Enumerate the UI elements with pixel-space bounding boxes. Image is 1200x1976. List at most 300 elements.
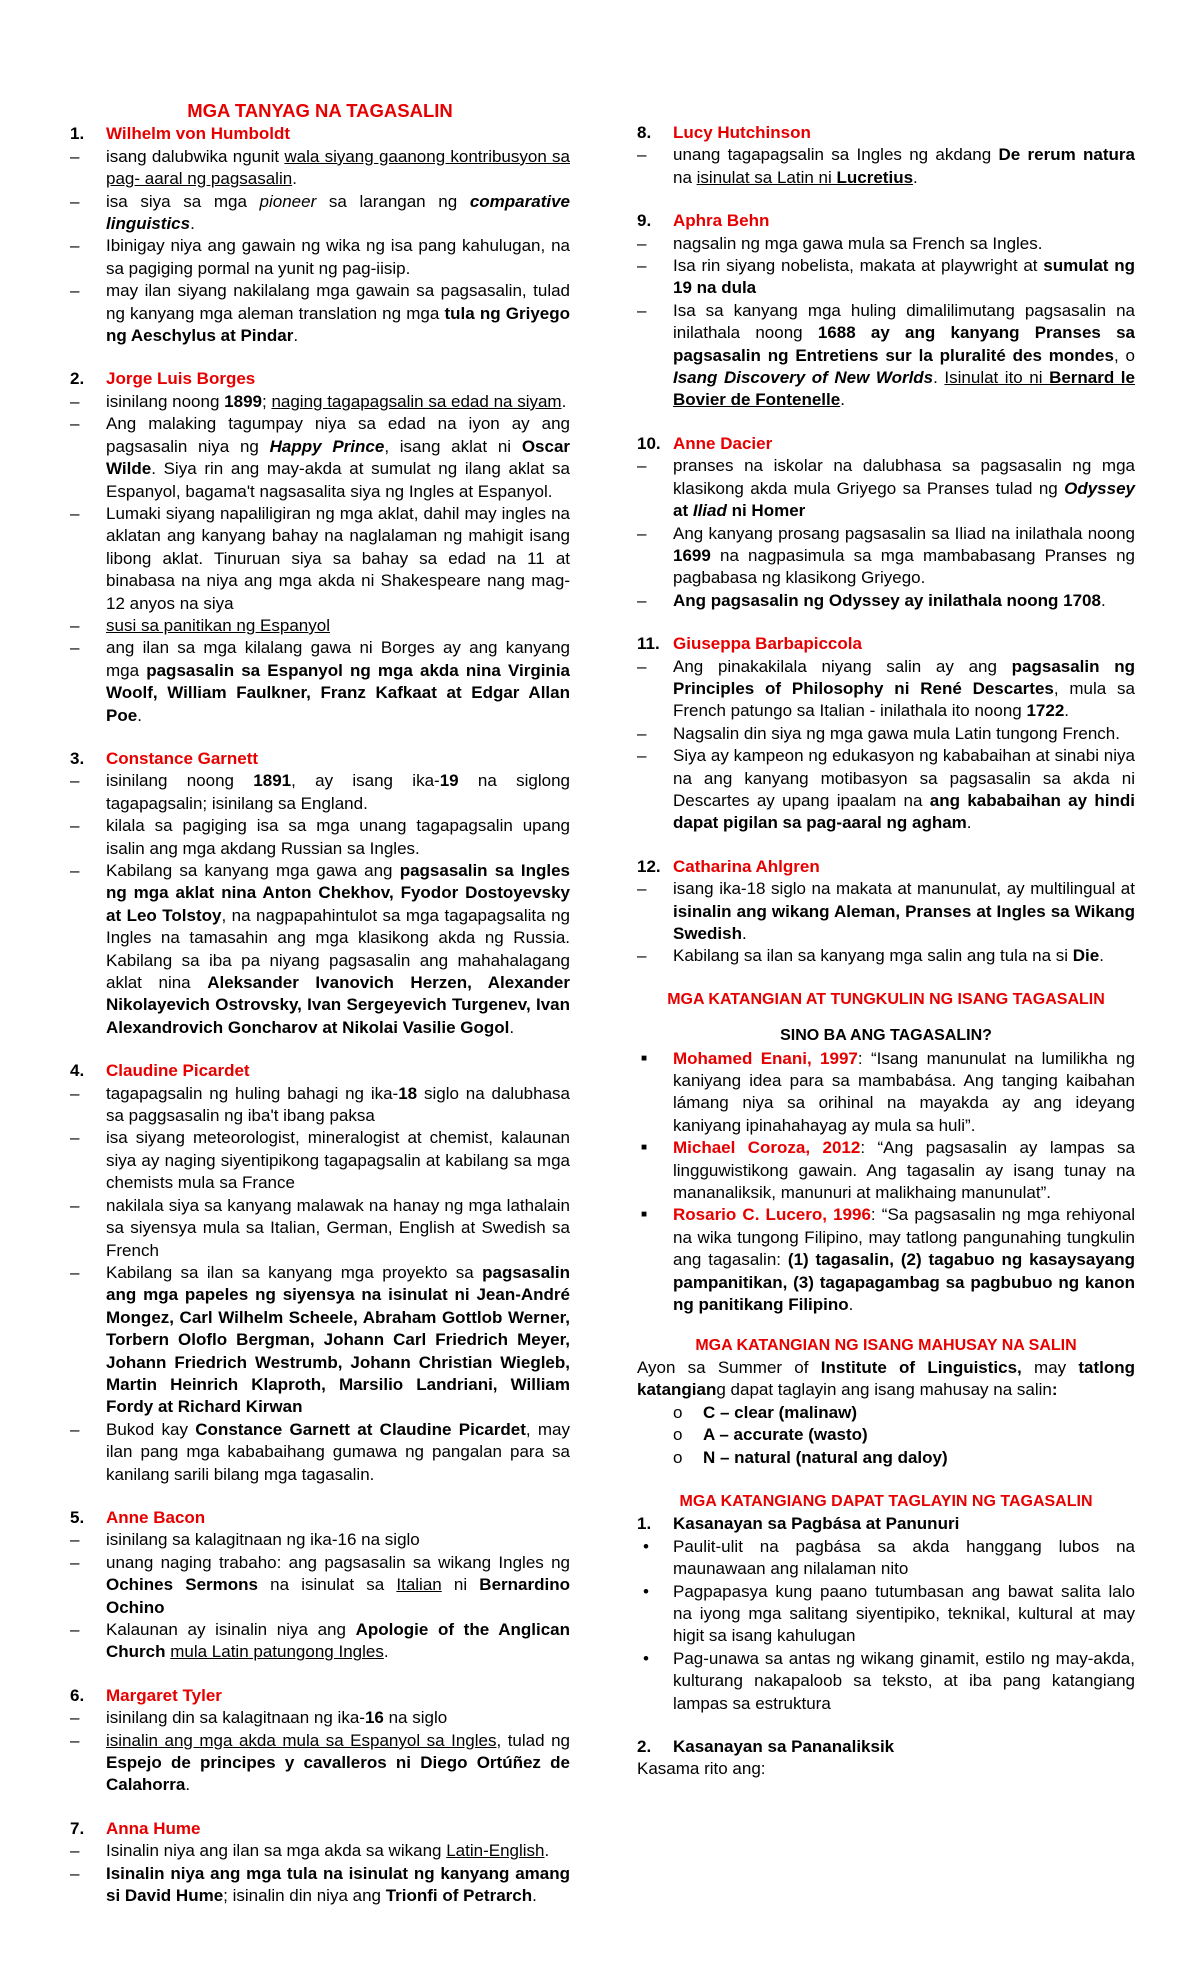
- text-run: ;: [261, 391, 272, 411]
- bullet-item: [637, 255, 1135, 300]
- text-run: isang ika-18 siglo na makata at manunulat, ay multilingual at: [673, 879, 1135, 899]
- entry-heading: [70, 1818, 570, 1840]
- translator-entry: [637, 210, 1135, 412]
- text-run: , na nagpapahintulot sa mga tagapagsalita ng Ingles na tamasahin ang mga klasikong akda ng Russia. Kabilang sa iba pa niyang pagsasalin ang mahahalagang aklat nina: [106, 905, 570, 993]
- bullet-text: [106, 815, 570, 860]
- entry-number: 5.: [70, 1507, 85, 1527]
- can-item: [637, 1402, 1135, 1424]
- translator-name: Anne Dacier: [673, 433, 773, 453]
- bullet-text: [673, 233, 1135, 255]
- dapat-number: 2.: [637, 1737, 652, 1756]
- dash-bullet-icon: –: [70, 816, 80, 836]
- translator-name: Anne Bacon: [106, 1507, 206, 1527]
- text-run: Lucretius: [836, 167, 914, 187]
- bullet-text: [106, 770, 570, 815]
- translator-name: Aphra Behn: [673, 211, 770, 231]
- bullet-item: [70, 1083, 570, 1128]
- bullet-item: [70, 1730, 570, 1797]
- dash-bullet-icon: –: [637, 656, 647, 676]
- text-run: pagsasalin ng Principles of Philosophy ni René Descartes: [673, 656, 1135, 698]
- translator-entry: [70, 1818, 570, 1908]
- dapat-number: 1.: [637, 1514, 652, 1534]
- text-run: (1) tagasalin, (2) tagabuo ng kasaysayang pampanitikan, (3) tagapagambag sa pagbubuo ng kanon ng panitikang Filipino: [673, 1250, 1135, 1315]
- text-run: Isinalin niya ang mga tula na isinulat ng kanyang amang si David Hume: [106, 1863, 570, 1906]
- bullet-text: [106, 615, 570, 637]
- entry-heading: [70, 1060, 570, 1082]
- text-run: pioneer: [259, 191, 317, 211]
- text-run: 19: [439, 771, 459, 791]
- translator-entry: [637, 633, 1135, 835]
- bullet-text: [673, 945, 1135, 967]
- bullet-item: [70, 503, 570, 615]
- dash-bullet-icon: –: [70, 414, 80, 434]
- translator-entry: [70, 123, 570, 347]
- dash-bullet-icon: –: [637, 256, 647, 276]
- text-run: nagsalin ng mga gawa mula sa French sa Ingles.: [673, 233, 1043, 253]
- text-run: Iliad: [692, 501, 727, 521]
- translator-name: Margaret Tyler: [106, 1685, 222, 1705]
- dash-bullet-icon: –: [70, 1530, 80, 1550]
- bullet-item: [70, 280, 570, 347]
- bullet-item: [637, 300, 1135, 412]
- dot-bullet-icon: •: [643, 1536, 649, 1556]
- translator-entry: [70, 1507, 570, 1664]
- text-run: .: [185, 1775, 191, 1795]
- text-run: Latin-English: [446, 1841, 545, 1861]
- text-run: isa siya sa mga: [106, 191, 260, 211]
- entry-number: 2.: [70, 369, 85, 389]
- entry-number: 8.: [637, 123, 652, 142]
- dash-bullet-icon: –: [70, 391, 80, 411]
- mahusay-section-title: MGA KATANGIAN NG ISANG MAHUSAY NA SALIN: [695, 1336, 1077, 1354]
- text-run: susi sa panitikan ng Espanyol: [106, 615, 330, 635]
- bullet-text: [106, 1419, 570, 1486]
- text-run: Bukod kay: [106, 1419, 196, 1439]
- text-run: Ang malaking tagumpay niya sa edad na iyon ay ang pagsasalin niya ng: [106, 414, 570, 456]
- bullet-item: [70, 1619, 570, 1664]
- bullet-text: [673, 523, 1135, 590]
- left-column: [70, 100, 570, 1928]
- dash-bullet-icon: –: [70, 771, 80, 791]
- dash-bullet-icon: –: [637, 879, 647, 899]
- translator-name: Lucy Hutchinson: [673, 123, 811, 142]
- text-run: sa larangan ng: [316, 191, 470, 211]
- translator-entry: [70, 1060, 570, 1486]
- text-run: isang dalubwika ngunit: [106, 146, 285, 166]
- dash-bullet-icon: –: [70, 1195, 80, 1215]
- entry-number: 12.: [637, 856, 661, 876]
- text-run: Isinulat ito ni: [944, 368, 1050, 388]
- bullet-item: [70, 1840, 570, 1862]
- text-run: Institute of Linguistics,: [820, 1357, 1022, 1377]
- bullet-item: [70, 1863, 570, 1908]
- text-run: .: [293, 326, 299, 346]
- dash-bullet-icon: –: [637, 456, 647, 476]
- translator-entry: [637, 122, 1135, 189]
- text-run: may ilan siyang nakilalang mga gawain sa pagsasalin, tulad ng kanyang mga aleman translation ng mga: [106, 281, 570, 323]
- text-run: Apologie of the Anglican Church: [106, 1620, 570, 1662]
- bullet-text: [106, 503, 570, 615]
- bullet-text: [673, 300, 1135, 412]
- text-run: Isa rin siyang nobelista, makata at playwright at: [673, 256, 1044, 276]
- quote-text: [673, 1048, 1135, 1138]
- text-run: na siglo: [383, 1708, 448, 1728]
- text-run: Constance Garnett at Claudine Picardet: [195, 1419, 526, 1439]
- text-run: .: [1099, 946, 1104, 966]
- text-run: ni: [441, 1575, 480, 1595]
- text-run: mula Latin patungong Ingles: [170, 1642, 384, 1662]
- bullet-item: [637, 523, 1135, 590]
- text-run: Ang kanyang prosang pagsasalin sa Iliad na inilathala noong: [673, 523, 1135, 543]
- bullet-item: [70, 1707, 570, 1729]
- translator-entry: [637, 856, 1135, 968]
- sino-subtitle: SINO BA ANG TAGASALIN?: [780, 1027, 992, 1045]
- text-run: : “Ang pagsasalin ay lampas sa lingguwistikong gawain. Ang tagasalin ay isang tunay na mananaliksik, manunuri at malikhaing manunulat”.: [673, 1138, 1135, 1203]
- bullet-item: [70, 235, 570, 280]
- bullet-item: [637, 723, 1135, 745]
- entry-number: 9.: [637, 211, 652, 231]
- square-bullet-icon: ■: [641, 1052, 648, 1064]
- text-run: .: [137, 705, 142, 725]
- text-run: Ibinigay niya ang gawain ng wika ng isa pang kahulugan, na sa pagiging pormal na yunit ng pag-iisip.: [106, 236, 570, 278]
- text-run: 1699: [673, 545, 711, 565]
- text-run: comparative linguistics: [106, 191, 570, 234]
- square-bullet-icon: ■: [641, 1209, 648, 1221]
- text-run: isa siyang meteorologist, mineralogist at chemist, kalaunan siya ay naging siyentipikong tagapagsalin at kabilang sa mga chemists mula sa France: [106, 1128, 570, 1193]
- text-run: .: [840, 390, 845, 410]
- quote-list: [637, 1048, 1135, 1317]
- page-title: MGA TANYAG NA TAGASALIN: [187, 100, 453, 121]
- bullet-item: [70, 1419, 570, 1486]
- entry-heading: [637, 210, 1135, 232]
- dash-bullet-icon: –: [637, 233, 647, 253]
- text-run: .: [966, 813, 972, 833]
- translator-name: Catharina Ahlgren: [673, 856, 820, 876]
- bullet-text: [673, 590, 1135, 612]
- entry-heading: [70, 123, 570, 145]
- bullet-text: [106, 1127, 570, 1194]
- can-list: [637, 1402, 1135, 1469]
- text-run: Nagsalin din siya ng mga gawa mula Latin tungong French.: [673, 723, 1120, 743]
- text-run: . Siya rin ang may-akda at sumulat ng ilang aklat sa Espanyol, bagama't nagsasalita siya ng Ingles at Espanyol.: [106, 459, 570, 501]
- text-run: Lumaki siyang napaliligiran ng mga aklat, dahil may ingles na aklatan ang kanyang bahay na naglalaman ng mahigit isang libong aklat. Tinuruan siya sa bahay sa edad na 11 at binabasa na niya ang mga akda ni Shakespeare nang mag-12 anyos na siya: [106, 503, 570, 613]
- text-run: unang naging trabaho: ang pagsasalin sa wikang Ingles ng: [106, 1552, 570, 1572]
- dash-bullet-icon: –: [70, 1730, 80, 1750]
- text-run: De rerum natura: [998, 145, 1135, 165]
- text-run: .: [190, 214, 195, 234]
- entry-heading: [637, 433, 1135, 455]
- text-run: Ayon sa Summer of: [637, 1357, 821, 1377]
- text-run: at: [673, 501, 693, 521]
- entry-number: 4.: [70, 1061, 85, 1081]
- translator-name: Wilhelm von Humboldt: [106, 124, 291, 144]
- text-run: , may ilan pang mga kababaihang gumawa ng pangalan para sa kanilang sarili bilang mga tagasalin.: [106, 1419, 571, 1484]
- text-run: Kabilang sa ilan sa kanyang mga proyekto sa: [106, 1262, 483, 1282]
- text-run: Ang pinakakilala niyang salin ay ang: [673, 656, 1012, 676]
- dash-bullet-icon: –: [70, 1708, 80, 1728]
- text-run: 1722: [1026, 701, 1065, 721]
- square-bullet-icon: ■: [641, 1142, 648, 1154]
- text-run: na isinulat sa: [257, 1575, 397, 1595]
- dash-bullet-icon: –: [637, 145, 647, 165]
- dapat-item-text: Pagpapasya kung paano tutumbasan ang bawat salita lalo na iyong mga salitang siyentipiko, teknikal, kultural at may higit sa isang kahulugan: [673, 1581, 1135, 1646]
- translator-entry: [70, 368, 570, 727]
- dapat-heading-text: Kasanayan sa Pananaliksik: [673, 1737, 895, 1756]
- text-run: Isa sa kanyang mga huling dimalilimutang pagsasalin na inilathala noong: [673, 300, 1135, 343]
- text-run: ni Homer: [726, 501, 806, 521]
- dash-bullet-icon: –: [70, 236, 80, 256]
- text-run: isinulat sa Latin ni: [696, 167, 837, 187]
- dash-bullet-icon: –: [70, 1128, 80, 1148]
- circle-bullet-icon: o: [673, 1402, 683, 1422]
- bullet-item: [70, 615, 570, 637]
- dash-bullet-icon: –: [70, 1083, 80, 1103]
- text-run: Trionfi of Petrarch: [385, 1886, 533, 1906]
- text-run: Aleksander Ivanovich Herzen, Alexander Nikolayevich Ostrovsky, Ivan Sergeyevich Turgenev, Ivan Alexandrovich Goncharov at Nikolai Vasilie Gogol: [106, 973, 570, 1037]
- text-run: Happy Prince: [269, 436, 385, 456]
- can-label: C – clear (malinaw): [703, 1402, 858, 1422]
- mahusay-intro: [637, 1357, 1135, 1402]
- bullet-item: [70, 191, 570, 236]
- text-run: unang tagapagsalin sa Ingles ng akdang: [673, 145, 999, 165]
- text-run: Die: [1072, 946, 1100, 966]
- bullet-text: [106, 860, 570, 1039]
- dapat-lead: Kasama rito ang:: [637, 1759, 766, 1779]
- bullet-item: [70, 815, 570, 860]
- dapat-item-text: Pag-unawa sa antas ng wikang ginamit, estilo ng may-akda, kulturang nakapaloob sa teksto, at iba pang katangiang lampas sa estruktura: [673, 1648, 1135, 1713]
- text-run: ang ilan sa mga kilalang gawa ni Borges ay ang kanyang mga: [106, 638, 570, 680]
- dapat-heading: [637, 1736, 1135, 1758]
- text-run: Ochines Sermons: [106, 1575, 258, 1595]
- text-run: nakilala siya sa kanyang malawak na hanay ng mga lathalain sa siyensya mula sa Italian, German, English at Swedish sa French: [106, 1195, 570, 1260]
- dash-bullet-icon: –: [70, 1262, 80, 1282]
- bullet-text: [673, 455, 1135, 522]
- text-run: Mohamed Enani, 1997: [673, 1048, 858, 1068]
- text-run: isinilang sa kalagitnaan ng ika-16 na siglo: [106, 1530, 420, 1550]
- text-run: na siglong tagapagsalin; isinilang sa England.: [106, 771, 570, 813]
- text-run: : “Sa pagsasalin ng mga rehiyonal na wika tungong Filipino, may tatlong pangunahing tungkulin ang tagasalin:: [673, 1205, 1136, 1270]
- entry-heading: [637, 856, 1135, 878]
- text-run: 1891: [253, 771, 292, 791]
- text-run: kilala sa pagiging isa sa mga unang tagapagsalin upang isalin ang mga akdang Russian sa Ingles.: [106, 816, 570, 858]
- bullet-text: [673, 144, 1135, 189]
- text-run: Kabilang sa ilan sa kanyang mga salin ang tula na si: [673, 946, 1073, 966]
- bullet-item: [70, 1127, 570, 1194]
- text-run: Oscar Wilde: [106, 436, 571, 479]
- dash-bullet-icon: –: [70, 146, 80, 166]
- bullet-item: [70, 637, 570, 727]
- text-run: tatlong katangian: [637, 1357, 1136, 1400]
- text-run: pagsasalin sa Espanyol ng mga akda nina Virginia Woolf, William Faulkner, Franz Kafkaat at Edgar Allan Poe: [106, 660, 570, 725]
- dapat-section-title: MGA KATANGIANG DAPAT TAGLAYIN NG TAGASALIN: [679, 1492, 1093, 1510]
- bullet-item: [637, 455, 1135, 522]
- text-run: .: [1100, 590, 1106, 610]
- text-run: , o: [1113, 345, 1135, 365]
- text-run: naging tagapagsalin sa edad na siyam: [271, 391, 562, 411]
- text-run: Odyssey: [1064, 478, 1135, 498]
- right-column: [637, 122, 1135, 1781]
- dash-bullet-icon: –: [637, 746, 647, 766]
- text-run: Siya ay kampeon ng edukasyon ng kababaihan at sinabi niya na ang kanyang motibasyon sa pagsasalin sa akda ni Descartes ay upang ipaalam na: [673, 746, 1135, 810]
- quote-item: [637, 1048, 1135, 1138]
- bullet-text: [106, 1619, 570, 1664]
- dash-bullet-icon: –: [70, 861, 80, 880]
- bullet-item: [637, 590, 1135, 612]
- text-run: Michael Coroza, 2012: [673, 1138, 861, 1158]
- quote-item: [637, 1204, 1135, 1316]
- text-run: may: [1021, 1357, 1079, 1377]
- bullet-item: [70, 1262, 570, 1419]
- text-run: ang kababaihan ay hindi dapat pigilan sa pag-aaral ng agham: [673, 790, 1135, 833]
- text-run: 1688 ay ang kanyang Pranses sa pagsasalin ng Entretiens sur la pluralité des mondes: [673, 323, 1135, 365]
- dash-bullet-icon: –: [637, 590, 647, 610]
- text-run: tula ng Griyego ng Aeschylus at Pindar: [106, 303, 570, 346]
- entry-heading: [70, 1685, 570, 1707]
- dapat-item: [637, 1581, 1135, 1648]
- dash-bullet-icon: –: [637, 723, 647, 743]
- text-run: .: [292, 169, 297, 189]
- text-run: pranses na iskolar na dalubhasa sa pagsasalin ng mga klasikong akda mula Griyego sa Pranses tulad ng: [673, 456, 1135, 498]
- circle-bullet-icon: o: [673, 1447, 683, 1467]
- bullet-item: [70, 1195, 570, 1262]
- entry-number: 1.: [70, 124, 85, 144]
- entry-number: 3.: [70, 748, 85, 768]
- dot-bullet-icon: •: [643, 1581, 649, 1601]
- text-run: : “Isang manunulat na lumilikha ng kaniyang idea para sa mambabása. Ang tanging kaibahan lámang niya sa orihinal na mayakda ay ang ideyang kaniyang ipinahahayag ay mula sa huli”.: [673, 1048, 1135, 1135]
- bullet-text: [106, 1840, 570, 1862]
- bullet-text: [106, 280, 570, 347]
- bullet-text: [106, 1707, 570, 1729]
- entry-number: 7.: [70, 1818, 85, 1838]
- entry-number: 11.: [637, 634, 660, 654]
- entry-heading: [637, 633, 1135, 655]
- can-item: [637, 1424, 1135, 1446]
- bullet-item: [70, 391, 570, 413]
- bullet-text: [106, 1730, 570, 1797]
- bullet-item: [70, 1552, 570, 1619]
- quote-item: [637, 1137, 1135, 1204]
- bullet-item: [70, 860, 570, 1039]
- text-run: Bernardino Ochino: [106, 1575, 570, 1617]
- entry-number: 10.: [637, 433, 661, 453]
- entry-heading: [70, 368, 570, 390]
- text-run: , tulad ng: [496, 1730, 570, 1750]
- text-run: .: [741, 924, 747, 943]
- dot-bullet-icon: •: [643, 1648, 649, 1668]
- text-run: tagapagsalin ng huling bahagi ng ika-: [106, 1083, 399, 1103]
- text-run: Kalaunan ay isinalin niya ang: [106, 1620, 356, 1639]
- dapat-item: [637, 1648, 1135, 1715]
- entry-heading: [70, 1507, 570, 1529]
- bullet-text: [106, 1863, 570, 1908]
- translator-name: Constance Garnett: [106, 748, 259, 768]
- bullet-item: [637, 233, 1135, 255]
- bullet-text: [106, 413, 570, 503]
- bullet-text: [106, 1083, 570, 1128]
- bullet-item: [70, 146, 570, 191]
- text-run: Kabilang sa kanyang mga gawa ang: [106, 861, 400, 880]
- text-run: Bernard le Bovier de Fontenelle: [673, 368, 1135, 410]
- can-item: [637, 1447, 1135, 1469]
- text-run: .: [561, 391, 567, 411]
- text-run: g dapat taglayin ang isang mahusay na salin: [716, 1380, 1052, 1400]
- bullet-text: [673, 255, 1135, 300]
- bullet-item: [70, 1529, 570, 1551]
- text-run: .: [933, 368, 945, 388]
- dapat-heading: [637, 1513, 1135, 1535]
- bullet-text: [106, 235, 570, 280]
- text-run: siglo na dalubhasa sa paggsasalin ng iba't ibang paksa: [106, 1083, 570, 1126]
- translator-name: Claudine Picardet: [106, 1061, 250, 1081]
- bullet-item: [70, 770, 570, 815]
- dash-bullet-icon: –: [70, 281, 80, 301]
- right-entries-list: [637, 122, 1135, 968]
- text-run: 18: [398, 1083, 418, 1103]
- bullet-item: [637, 144, 1135, 189]
- bullet-text: [673, 878, 1135, 945]
- can-label: A – accurate (wasto): [703, 1425, 868, 1445]
- dash-bullet-icon: –: [70, 638, 80, 658]
- bullet-text: [106, 1529, 570, 1551]
- quote-text: [673, 1137, 1135, 1204]
- dash-bullet-icon: –: [637, 300, 647, 320]
- dash-bullet-icon: –: [70, 1841, 80, 1861]
- text-run: Ang pagsasalin ng Odyssey ay inilathala noong 1708: [673, 590, 1101, 610]
- bullet-text: [106, 1262, 570, 1419]
- dapat-heading-text: Kasanayan sa Pagbása at Panunuri: [673, 1514, 960, 1534]
- dash-bullet-icon: –: [70, 191, 80, 211]
- bullet-text: [673, 656, 1135, 723]
- dash-bullet-icon: –: [70, 1419, 80, 1439]
- circle-bullet-icon: o: [673, 1425, 683, 1445]
- bullet-text: [106, 391, 570, 413]
- bullet-text: [106, 191, 570, 236]
- text-run: .: [544, 1841, 550, 1861]
- left-entries-list: [70, 123, 570, 1907]
- bullet-item: [637, 656, 1135, 723]
- dash-bullet-icon: –: [637, 523, 647, 543]
- bullet-item: [637, 745, 1135, 835]
- text-run: Espejo de principes y cavalleros ni Diego Ortúñez de Calahorra: [106, 1753, 570, 1795]
- text-run: :: [1051, 1380, 1058, 1400]
- text-run: Isinalin niya ang ilan sa mga akda sa wikang: [106, 1841, 447, 1861]
- text-run: isinilang noong: [106, 391, 225, 411]
- bullet-text: [106, 146, 570, 191]
- bullet-text: [673, 745, 1135, 835]
- entry-heading: [70, 748, 570, 770]
- katangian-section-title: MGA KATANGIAN AT TUNGKULIN NG ISANG TAGASALIN: [667, 990, 1105, 1008]
- translator-name: Jorge Luis Borges: [106, 369, 256, 389]
- dash-bullet-icon: –: [70, 1552, 80, 1572]
- text-run: isinilang din sa kalagitnaan ng ika-: [106, 1708, 365, 1728]
- text-run: , ay isang ika-: [291, 771, 440, 791]
- text-run: 16: [364, 1708, 384, 1728]
- text-run: .: [383, 1642, 389, 1662]
- can-label: N – natural (natural ang daloy): [703, 1447, 948, 1467]
- translator-name: Giuseppa Barbapiccola: [673, 634, 862, 654]
- dash-bullet-icon: –: [70, 1863, 80, 1883]
- text-run: Italian: [396, 1575, 442, 1595]
- translator-name: Anna Hume: [106, 1818, 201, 1838]
- text-run: .: [913, 167, 918, 187]
- text-run: isinalin ang mga akda mula sa Espanyol sa Ingles: [106, 1730, 497, 1750]
- translator-entry: [70, 1685, 570, 1797]
- text-run: , isang aklat ni: [384, 436, 522, 456]
- text-run: Rosario C. Lucero, 1996: [673, 1205, 871, 1225]
- bullet-item: [70, 413, 570, 503]
- text-run: na nagpasimula sa mga mambabasang Pranses ng pagbabasa ng klasikong Griyego.: [673, 545, 1135, 588]
- text-run: Isang Discovery of New Worlds: [673, 368, 934, 388]
